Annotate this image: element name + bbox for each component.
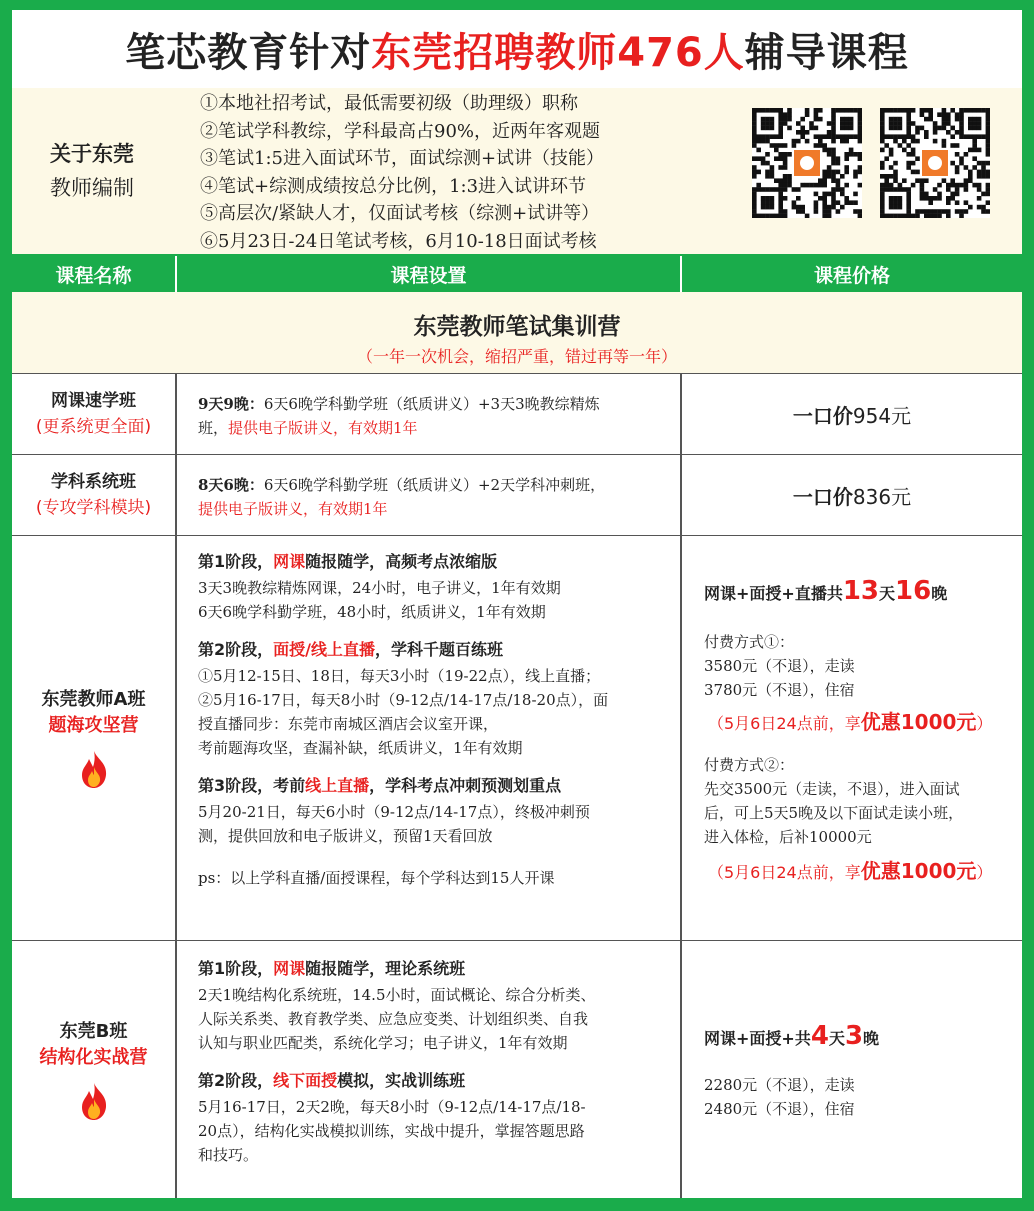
- about-item: ⑥5月23日-24日笔试考核，6月10-18日面试考核: [200, 230, 597, 252]
- table-row: [12, 374, 1022, 455]
- page-title: 笔芯教育针对 东莞招聘教师476人 辅导课程: [12, 10, 1022, 88]
- table-row: [12, 536, 1022, 941]
- course-name-cell: 网课速学班 (更系统更全面): [35, 391, 152, 437]
- about-section: [12, 88, 1022, 254]
- course-name-cell: 东莞教师A班 题海攻坚营: [12, 536, 175, 940]
- camp-subtitle: （一年一次机会，缩招严重，错过再等一年）: [356, 347, 677, 366]
- course-price-cell: 一口价 836元: [792, 485, 912, 509]
- course-setting-cell: 第1阶段，网课随报随学，理论系统班 2天1晚结构化系统班，14.5小时，面试概论、综合分析类、 人际关系类、教育教学类、应急应变类、计划组织类、自我 认知与职业匹配类，系统化学习；电子讲义，1年有效期 第2阶段，线下面授模拟，实战训练班 5月16-17日，2天2晚，每天8小时（9-12点/14-17点/18- 20点），结构化实战模拟训练，实战中提升，掌握答题思路 和技巧。: [198, 959, 596, 1164]
- course-name-cell: 东莞B班 结构化实战营: [12, 941, 175, 1198]
- about-item: ②笔试学科教综，学科最高占90%，近两年客观题: [200, 120, 601, 142]
- course-setting-cell: 8天6晚：6天6晚学科勤学班（纸质讲义）+2天学科冲刺班， 提供电子版讲义，有效期1年: [198, 476, 606, 518]
- table-header: [12, 256, 1022, 292]
- header-course-name: 课程名称: [55, 264, 132, 287]
- qr-code-icon: [880, 108, 990, 218]
- course-table: [12, 292, 1022, 1198]
- header-course-price: 课程价格: [813, 264, 890, 287]
- course-price-cell: 一口价 954元: [792, 404, 912, 428]
- course-setting-cell: 9天9晚：6天6晚学科勤学班（纸质讲义）+3天3晚教综精炼 班，提供电子版讲义，有效期1年: [198, 395, 600, 437]
- about-label: 关于东莞 教师编制: [50, 142, 134, 200]
- about-list: [200, 90, 740, 256]
- course-name-cell: 学科系统班 (专攻学科模块): [35, 472, 152, 518]
- course-price-cell: 网课+面授+直播共13天16晚 付费方式①： 3580元（不退），走读 3780元（不退），住宿 （5月6日24点前，享优惠1000元） 付费方式②： 先交3500元（走读，不退），进入面试 后，可上5天5晚及以下面试走读小班， 进入体检，后补10000元 （5月6日24点前，享优惠1000元）: [704, 576, 993, 883]
- table-row: [12, 455, 1022, 536]
- about-item: ①本地社招考试，最低需要初级（助理级）职称: [200, 93, 578, 114]
- camp-banner: [12, 292, 1022, 374]
- qr-code-icon: [752, 108, 862, 218]
- fire-icon: [77, 749, 111, 789]
- about-item: ④笔试+综测成绩按总分比例，1:3进入试讲环节: [200, 175, 587, 197]
- about-item: ⑤高层次/紧缺人才，仅面试考核（综测+试讲等）: [200, 203, 600, 225]
- course-setting-cell: 第1阶段，网课随报随学，高频考点浓缩版 3天3晚教综精炼网课，24小时，电子讲义，1年有效期 6天6晚学科勤学班，48小时，纸质讲义，1年有效期 第2阶段，面授/线上直播，学科千题百练班 ①5月12-15日、18日，每天3小时（19-22点），线上直播； ②5月16-17日，每天8小时（9-12点/14-17点/18-20点），面 授直播同步：东莞市南城区酒店会议室开课， 考前题海攻坚，查漏补缺，纸质讲义，1年有效期 第3阶段，考前线上直播，学科考点冲刺预测划重点 5月20-21日，每天6小时（9-12点/14-17点），终极冲刺预 测，提供回放和电子版讲义，预留1天看回放 ps：以上学科直播/面授课程，每个学科达到15人开课: [198, 552, 609, 887]
- camp-title: 东莞教师笔试集训营: [413, 314, 621, 340]
- about-item: ③笔试1:5进入面试环节，面试综测+试讲（技能）: [200, 148, 605, 170]
- course-price-cell: 网课+面授+共4天3晚 2280元（不退），走读 2480元（不退），住宿: [704, 1021, 880, 1118]
- fire-icon: [77, 1081, 111, 1121]
- header-course-setting: 课程设置: [390, 264, 467, 287]
- table-row: [12, 941, 1022, 1198]
